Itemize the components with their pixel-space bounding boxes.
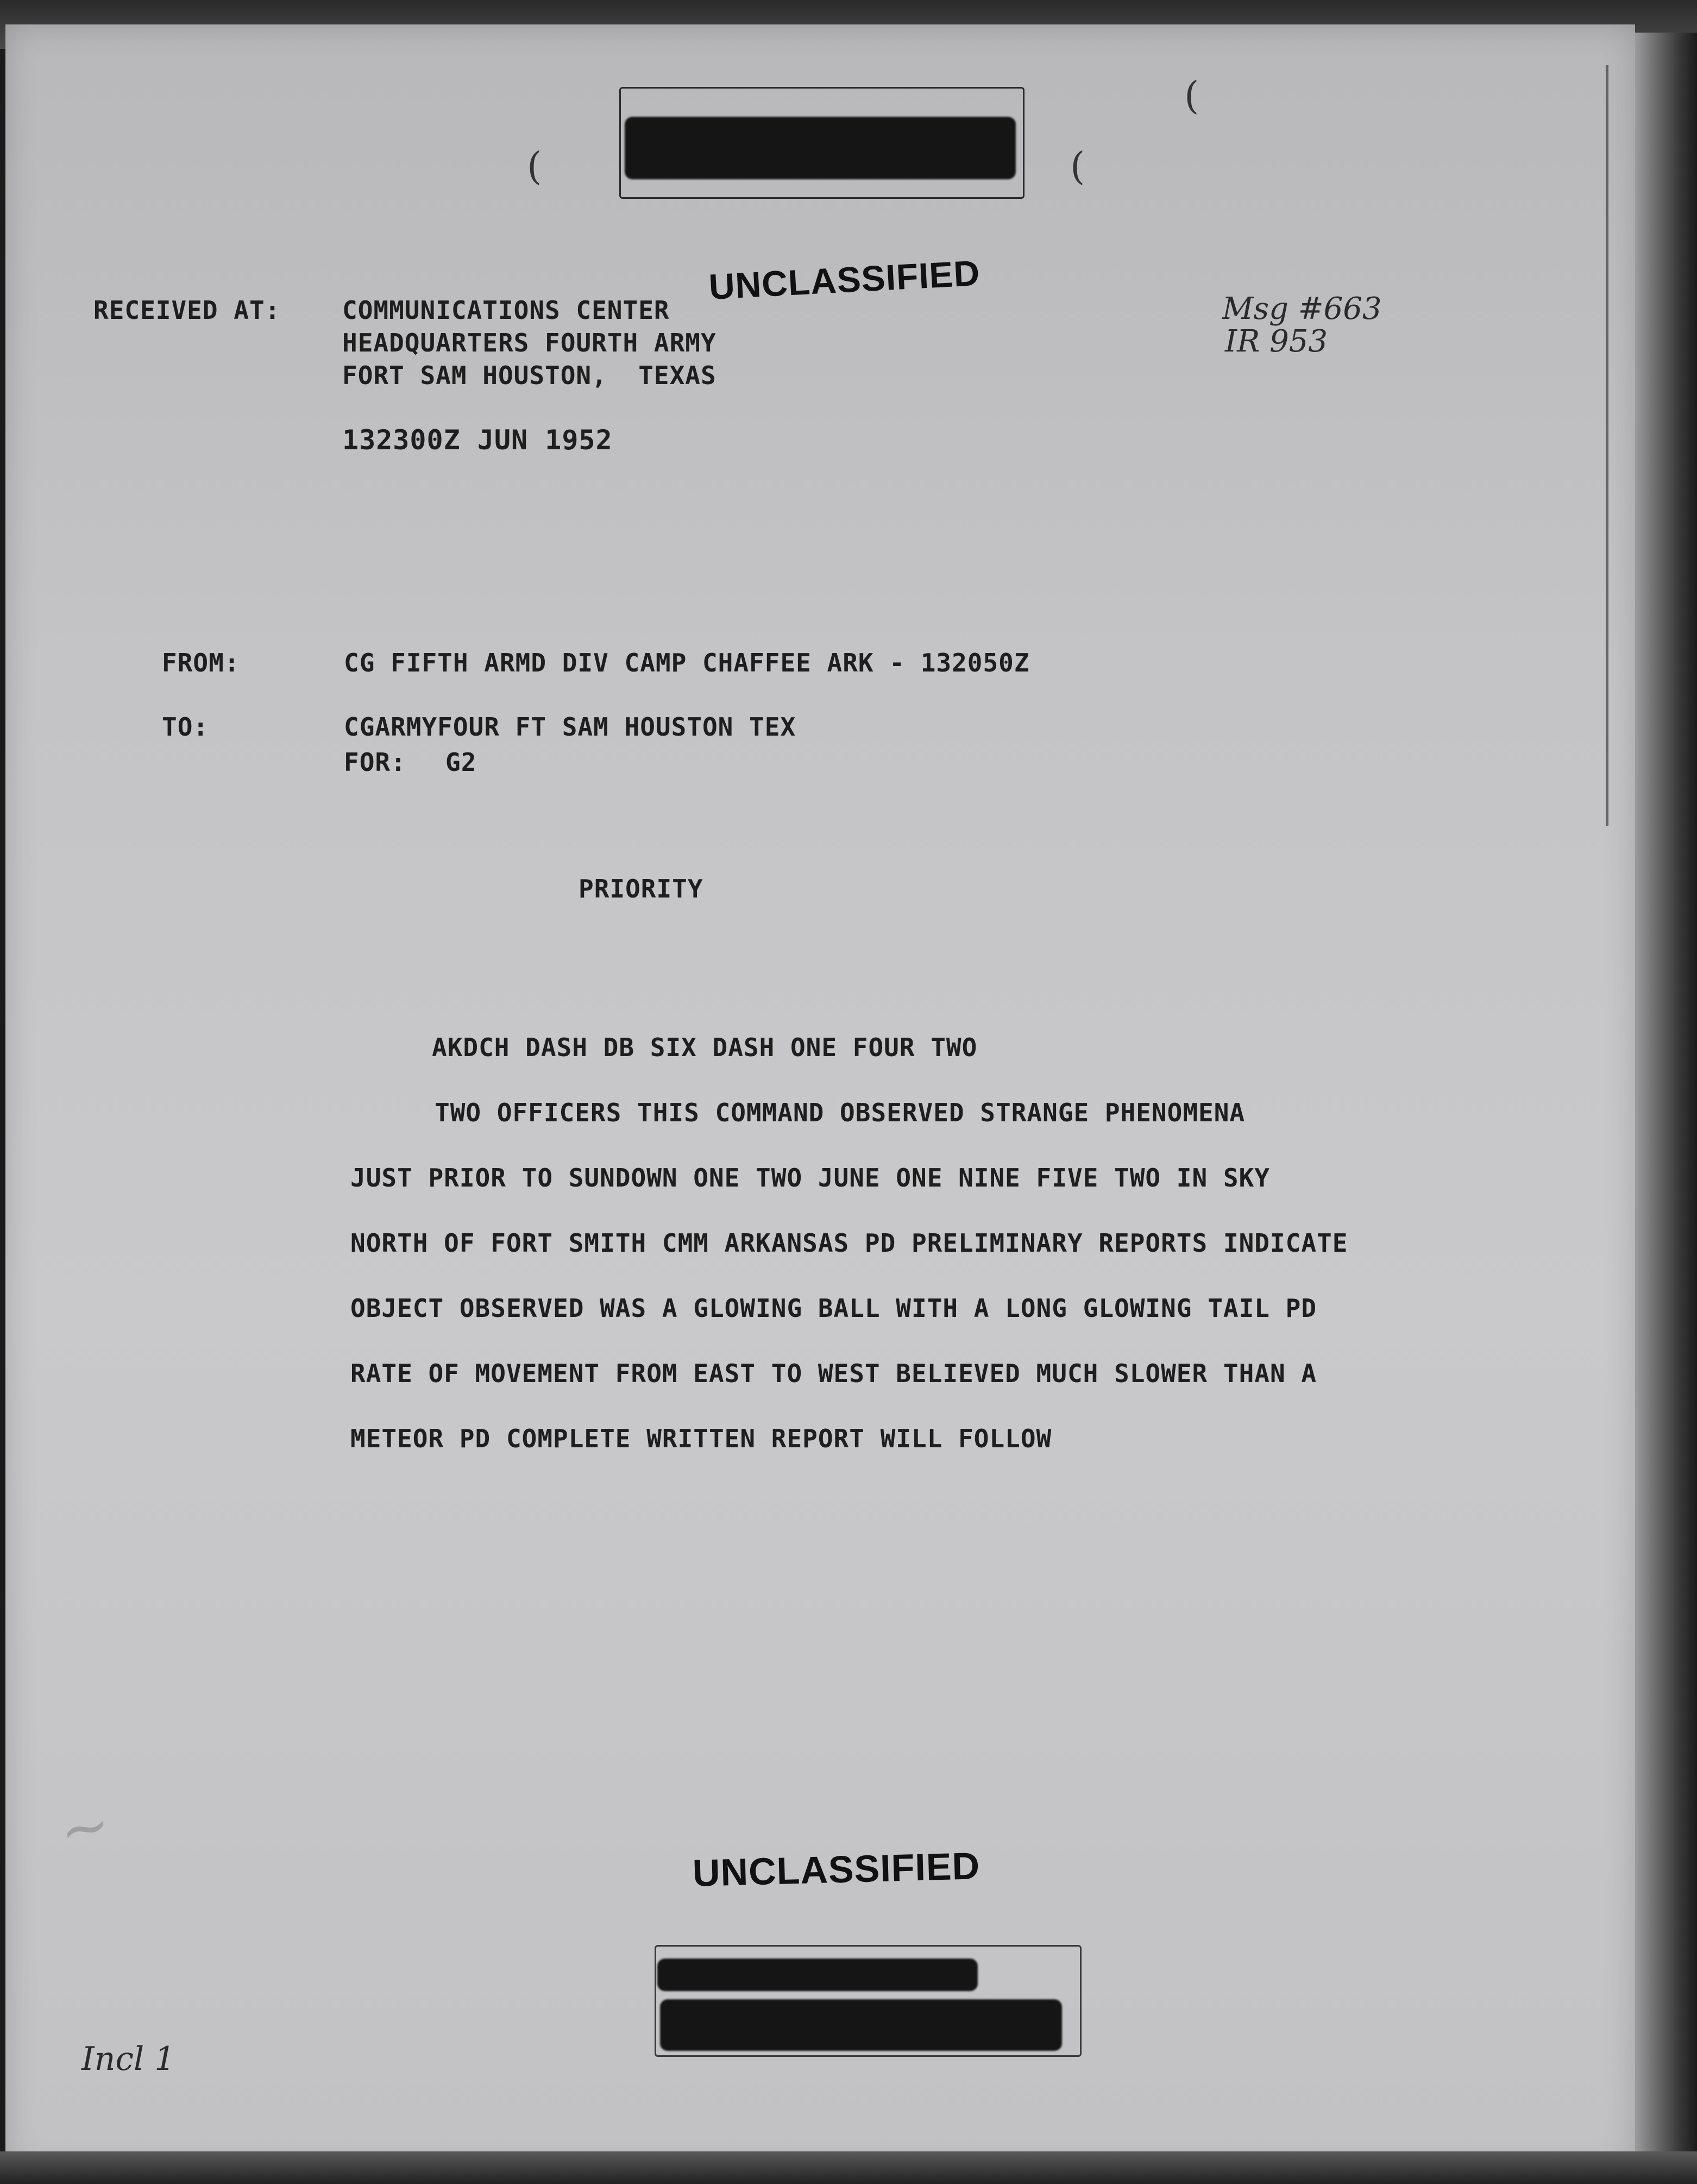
bottom-redaction: [657, 1959, 978, 1991]
ir-number: IR 953: [1225, 324, 1328, 359]
to-label: TO:: [162, 712, 209, 742]
paren-mark: (: [527, 144, 542, 189]
top-redaction: [625, 117, 1016, 179]
message-datetime: 132300Z JUN 1952: [342, 424, 613, 456]
for-value: G2: [445, 748, 477, 777]
to-value: CGARMYFOUR FT SAM HOUSTON TEX: [344, 712, 796, 742]
body-line: TWO OFFICERS THIS COMMAND OBSERVED STRANGE PHENOMENA: [435, 1098, 1246, 1127]
scan-frame-bottom: [0, 2151, 1697, 2184]
received-at-line: COMMUNICATIONS CENTER: [342, 296, 670, 325]
body-line: RATE OF MOVEMENT FROM EAST TO WEST BELIEVED MUCH SLOWER THAN A: [350, 1359, 1317, 1388]
for-label: FOR:: [344, 748, 406, 777]
paren-mark: (: [1070, 144, 1085, 189]
precedence: PRIORITY: [579, 874, 703, 903]
received-at-line: HEADQUARTERS FOURTH ARMY: [342, 328, 716, 357]
body-line: METEOR PD COMPLETE WRITTEN REPORT WILL FOLLOW: [350, 1424, 1052, 1453]
message-reference: AKDCH DASH DB SIX DASH ONE FOUR TWO: [432, 1033, 978, 1062]
enclosure-note: Incl 1: [81, 2040, 175, 2078]
body-line: NORTH OF FORT SMITH CMM ARKANSAS PD PRELIMINARY REPORTS INDICATE: [350, 1228, 1348, 1258]
message-number: Msg #663: [1222, 291, 1382, 327]
scan-frame-right: [1635, 33, 1697, 2184]
classification-stamp-bottom: UNCLASSIFIED: [692, 1844, 981, 1894]
classification-stamp-top: UNCLASSIFIED: [708, 252, 981, 307]
body-line: JUST PRIOR TO SUNDOWN ONE TWO JUNE ONE NINE FIVE TWO IN SKY: [350, 1163, 1270, 1193]
received-at-line: FORT SAM HOUSTON, TEXAS: [342, 361, 716, 390]
faint-scribble: ~: [53, 1788, 117, 1867]
from-value: CG FIFTH ARMD DIV CAMP CHAFFEE ARK - 132050Z: [344, 648, 1030, 677]
margin-rule: [1606, 65, 1608, 826]
received-at-label: RECEIVED AT:: [93, 296, 281, 325]
from-label: FROM:: [162, 648, 240, 677]
bottom-redaction: [660, 1999, 1062, 2051]
body-line: OBJECT OBSERVED WAS A GLOWING BALL WITH A LONG GLOWING TAIL PD: [350, 1294, 1317, 1323]
paren-mark: (: [1184, 73, 1199, 118]
